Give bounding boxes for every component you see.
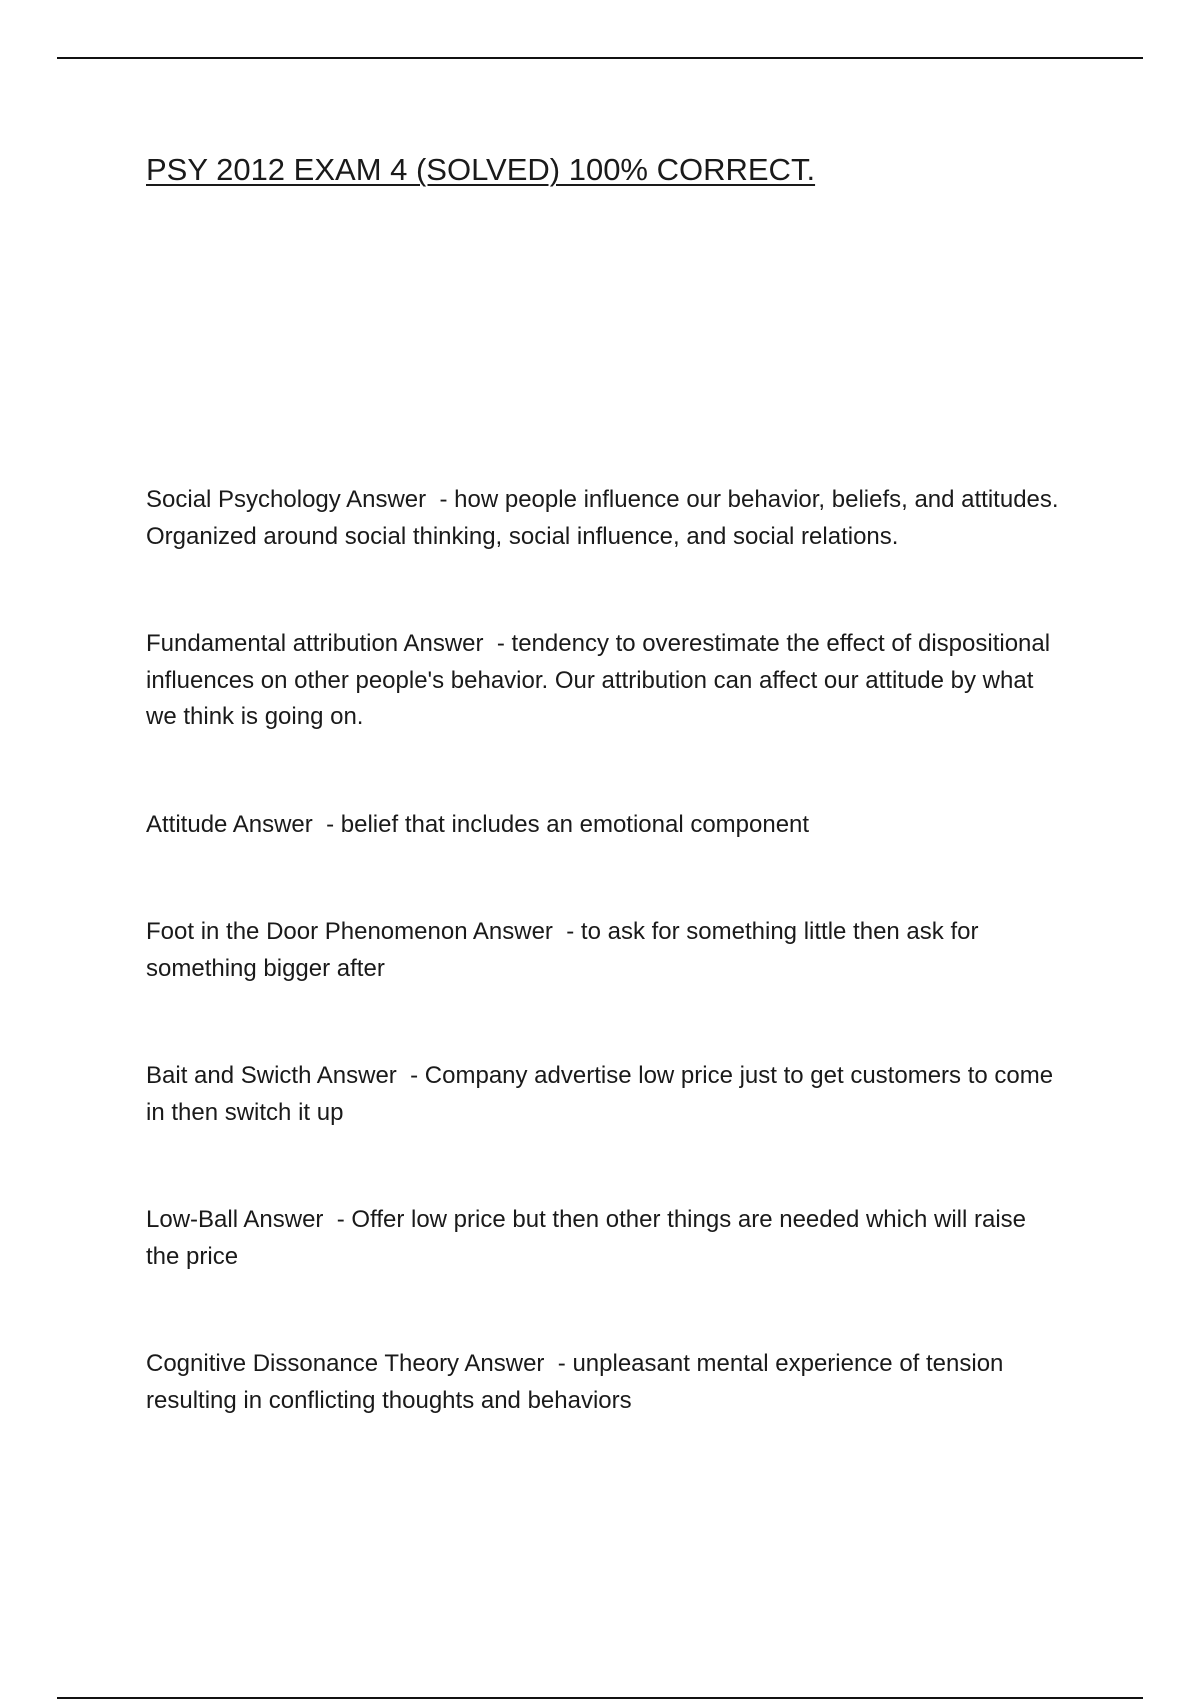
- entry-definition: - unpleasant mental experience of tension resulting in conflicting thoughts and behaviors: [146, 1350, 1004, 1414]
- entry-term: Cognitive Dissonance Theory Answer: [146, 1350, 545, 1377]
- entry-term: Social Psychology Answer: [146, 486, 427, 513]
- flashcard-list: [146, 482, 1066, 1419]
- entry-definition: - to ask for something little then ask for something bigger after: [146, 918, 979, 982]
- flashcard-entry: [146, 914, 1066, 987]
- entry-definition: - belief that includes an emotional component: [326, 810, 810, 838]
- flashcard-entry: [146, 482, 1066, 555]
- entry-definition: - how people influence our behavior, beliefs, and attitudes. Organized around social thinking, social influence, and social relations.: [146, 486, 1059, 550]
- top-rule: [57, 57, 1143, 59]
- entry-definition: - Offer low price but then other things are needed which will raise the price: [146, 1206, 1027, 1270]
- entry-term: Attitude Answer: [146, 810, 313, 838]
- flashcard-entry: [146, 807, 1066, 844]
- document-title: PSY 2012 EXAM 4 (SOLVED) 100% CORRECT.: [146, 152, 816, 187]
- entry-definition: - tendency to overestimate the effect of dispositional influences on other people's behavior. Our attribution can affect our attitude by what we think is going on.: [146, 630, 1051, 730]
- entry-term: Bait and Swicth Answer: [146, 1062, 397, 1089]
- flashcard-entry: [146, 1346, 1066, 1419]
- flashcard-entry: [146, 1058, 1066, 1131]
- flashcard-entry: [146, 1202, 1066, 1275]
- bottom-rule: [57, 1697, 1143, 1699]
- entry-term: Foot in the Door Phenomenon Answer: [146, 918, 553, 945]
- entry-term: Fundamental attribution Answer: [146, 630, 484, 657]
- entry-term: Low-Ball Answer: [146, 1206, 324, 1233]
- flashcard-entry: [146, 626, 1066, 736]
- entry-definition: - Company advertise low price just to get customers to come in then switch it up: [146, 1062, 1054, 1126]
